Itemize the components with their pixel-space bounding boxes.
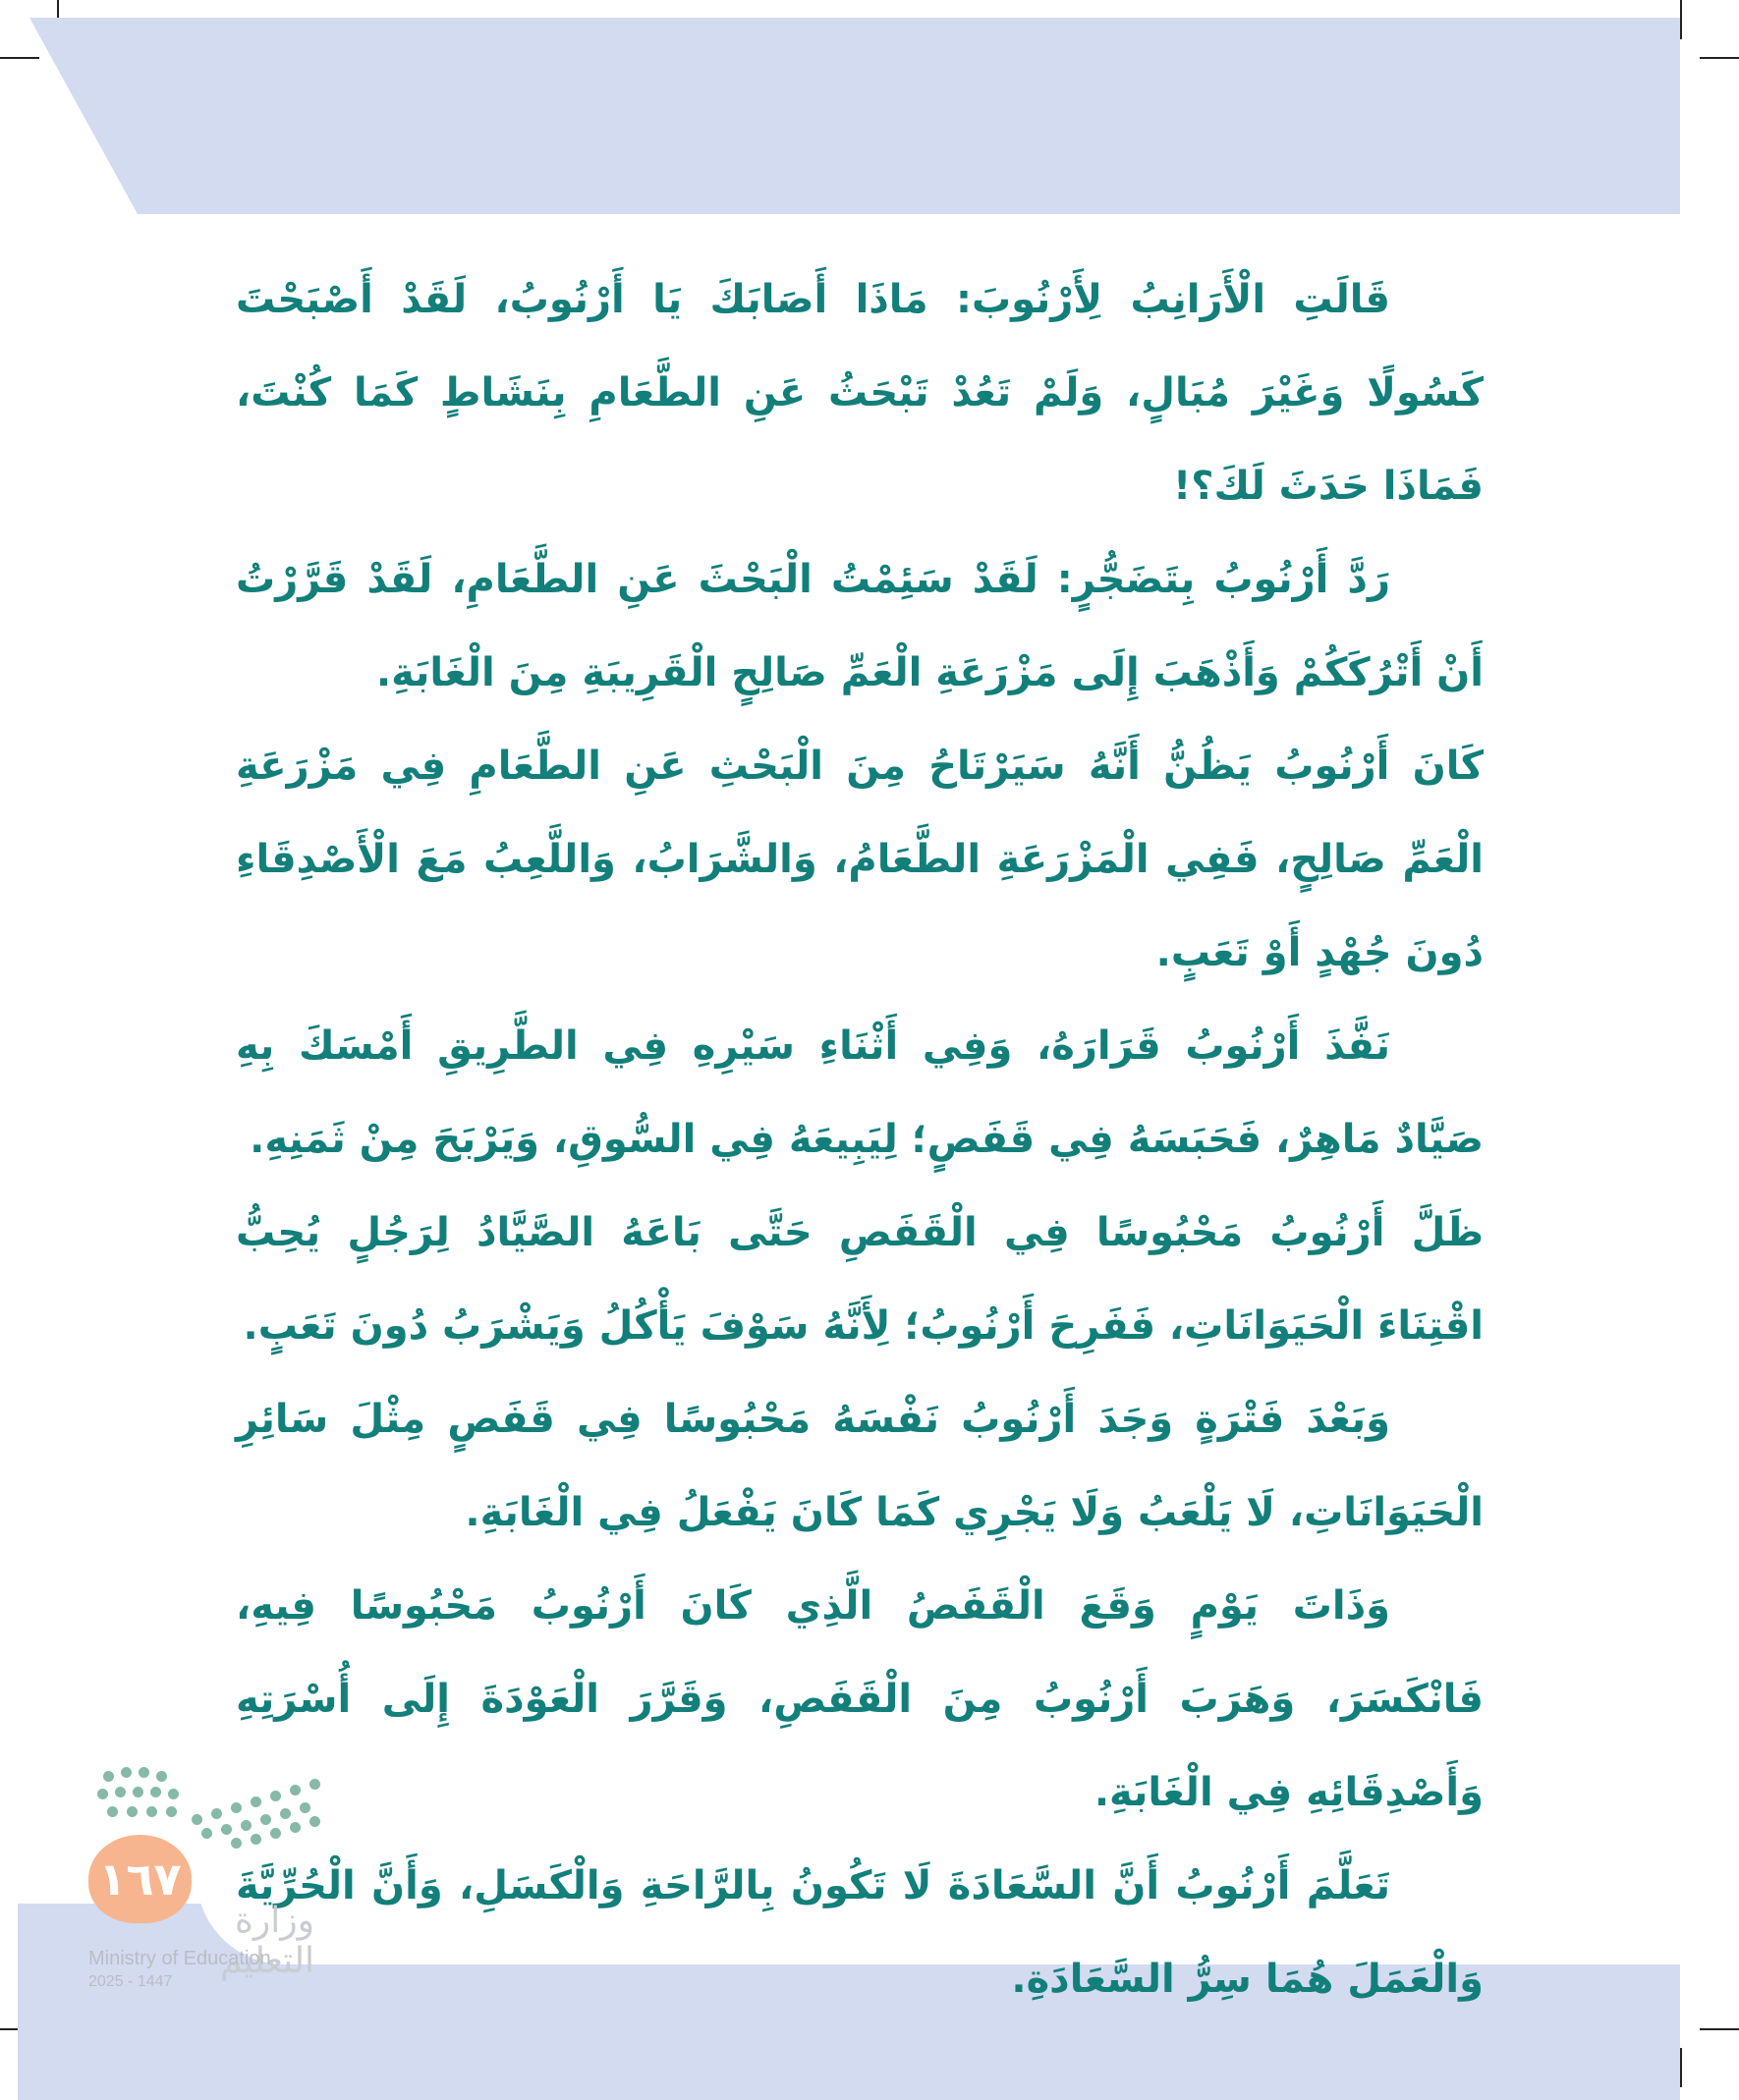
crop-mark — [1700, 2028, 1739, 2030]
header-decorative-band — [29, 18, 1680, 214]
page-number: ١٦٧ — [88, 1835, 192, 1923]
crop-mark — [1680, 0, 1682, 39]
story-paragraph: قَالَتِ الْأَرَانِبُ لِأَرْنُوبَ: مَاذَا أَصَابَكَ يَا أَرْنُوبُ، لَقَدْ أَصْبَحْتَ كَسُولًا وَغَيْرَ مُبَالٍ، وَلَمْ تَعُدْ تَبْحَثُ عَنِ الطَّعَامِ بِنَشَاطٍ كَمَا كُنْتَ، فَمَاذَا حَدَثَ لَكَ؟! — [236, 277, 1484, 509]
crop-mark — [0, 57, 39, 59]
story-text — [236, 253, 1484, 2026]
story-paragraph: وَبَعْدَ فَتْرَةٍ وَجَدَ أَرْنُوبُ نَفْسَهُ مَحْبُوسًا فِي قَفَصٍ مِثْلَ سَائِرِ الْحَيَوَانَاتِ، لَا يَلْعَبُ وَلَا يَجْرِي كَمَا كَانَ يَفْعَلُ فِي الْغَابَةِ. — [236, 1397, 1484, 1535]
ministry-name-ar: وزارة التعليم — [220, 1901, 314, 1981]
story-paragraph: نَفَّذَ أَرْنُوبُ قَرَارَهُ، وَفِي أَثْنَاءِ سَيْرِهِ فِي الطَّرِيقِ أَمْسَكَ بِهِ صَيَّادٌ مَاهِرٌ، فَحَبَسَهُ فِي قَفَصٍ؛ لِيَبِيعَهُ فِي السُّوقِ، وَيَرْبَحَ مِنْ ثَمَنِهِ. — [236, 1023, 1484, 1162]
crop-mark — [1700, 57, 1739, 59]
ministry-logo — [88, 1763, 324, 1999]
story-paragraph: تَعَلَّمَ أَرْنُوبُ أَنَّ السَّعَادَةَ لَا تَكُونُ بِالرَّاحَةِ وَالْكَسَلِ، وَأَنَّ الْحُرِّيَّةَ وَالْعَمَلَ هُمَا سِرُّ السَّعَادَةِ. — [236, 1863, 1484, 2002]
story-paragraph: رَدَّ أَرْنُوبُ بِتَضَجُّرٍ: لَقَدْ سَئِمْتُ الْبَحْثَ عَنِ الطَّعَامِ، لَقَدْ قَرَّرْتُ أَنْ أَتْرُكَكُمْ وَأَذْهَبَ إِلَى مَزْرَعَةِ الْعَمِّ صَالِحٍ الْقَرِيبَةِ مِنَ الْغَابَةِ. — [236, 557, 1484, 695]
ministry-name-en: Ministry of Education — [88, 1948, 271, 1969]
story-paragraph: ظَلَّ أَرْنُوبُ مَحْبُوسًا فِي الْقَفَصِ حَتَّى بَاعَهُ الصَّيَّادُ لِرَجُلٍ يُحِبُّ اقْتِنَاءَ الْحَيَوَانَاتِ، فَفَرِحَ أَرْنُوبُ؛ لِأَنَّهُ سَوْفَ يَأْكُلُ وَيَشْرَبُ دُونَ تَعَبٍ. — [236, 1210, 1484, 1349]
edition-year: 2025 - 1447 — [88, 1973, 173, 1990]
crop-mark — [1680, 2048, 1682, 2087]
story-paragraph: كَانَ أَرْنُوبُ يَظُنُّ أَنَّهُ سَيَرْتَاحُ مِنَ الْبَحْثِ عَنِ الطَّعَامِ فِي مَزْرَعَةِ الْعَمِّ صَالِحٍ، فَفِي الْمَزْرَعَةِ الطَّعَامُ، وَالشَّرَابُ، وَاللَّعِبُ مَعَ الْأَصْدِقَاءِ دُونَ جُهْدٍ أَوْ تَعَبٍ. — [236, 744, 1484, 975]
story-paragraph: وَذَاتَ يَوْمٍ وَقَعَ الْقَفَصُ الَّذِي كَانَ أَرْنُوبُ مَحْبُوسًا فِيهِ، فَانْكَسَرَ، وَهَرَبَ أَرْنُوبُ مِنَ الْقَفَصِ، وَقَرَّرَ الْعَوْدَةَ إِلَى أُسْرَتِهِ وَأَصْدِقَائِهِ فِي الْغَابَةِ. — [236, 1583, 1484, 1815]
